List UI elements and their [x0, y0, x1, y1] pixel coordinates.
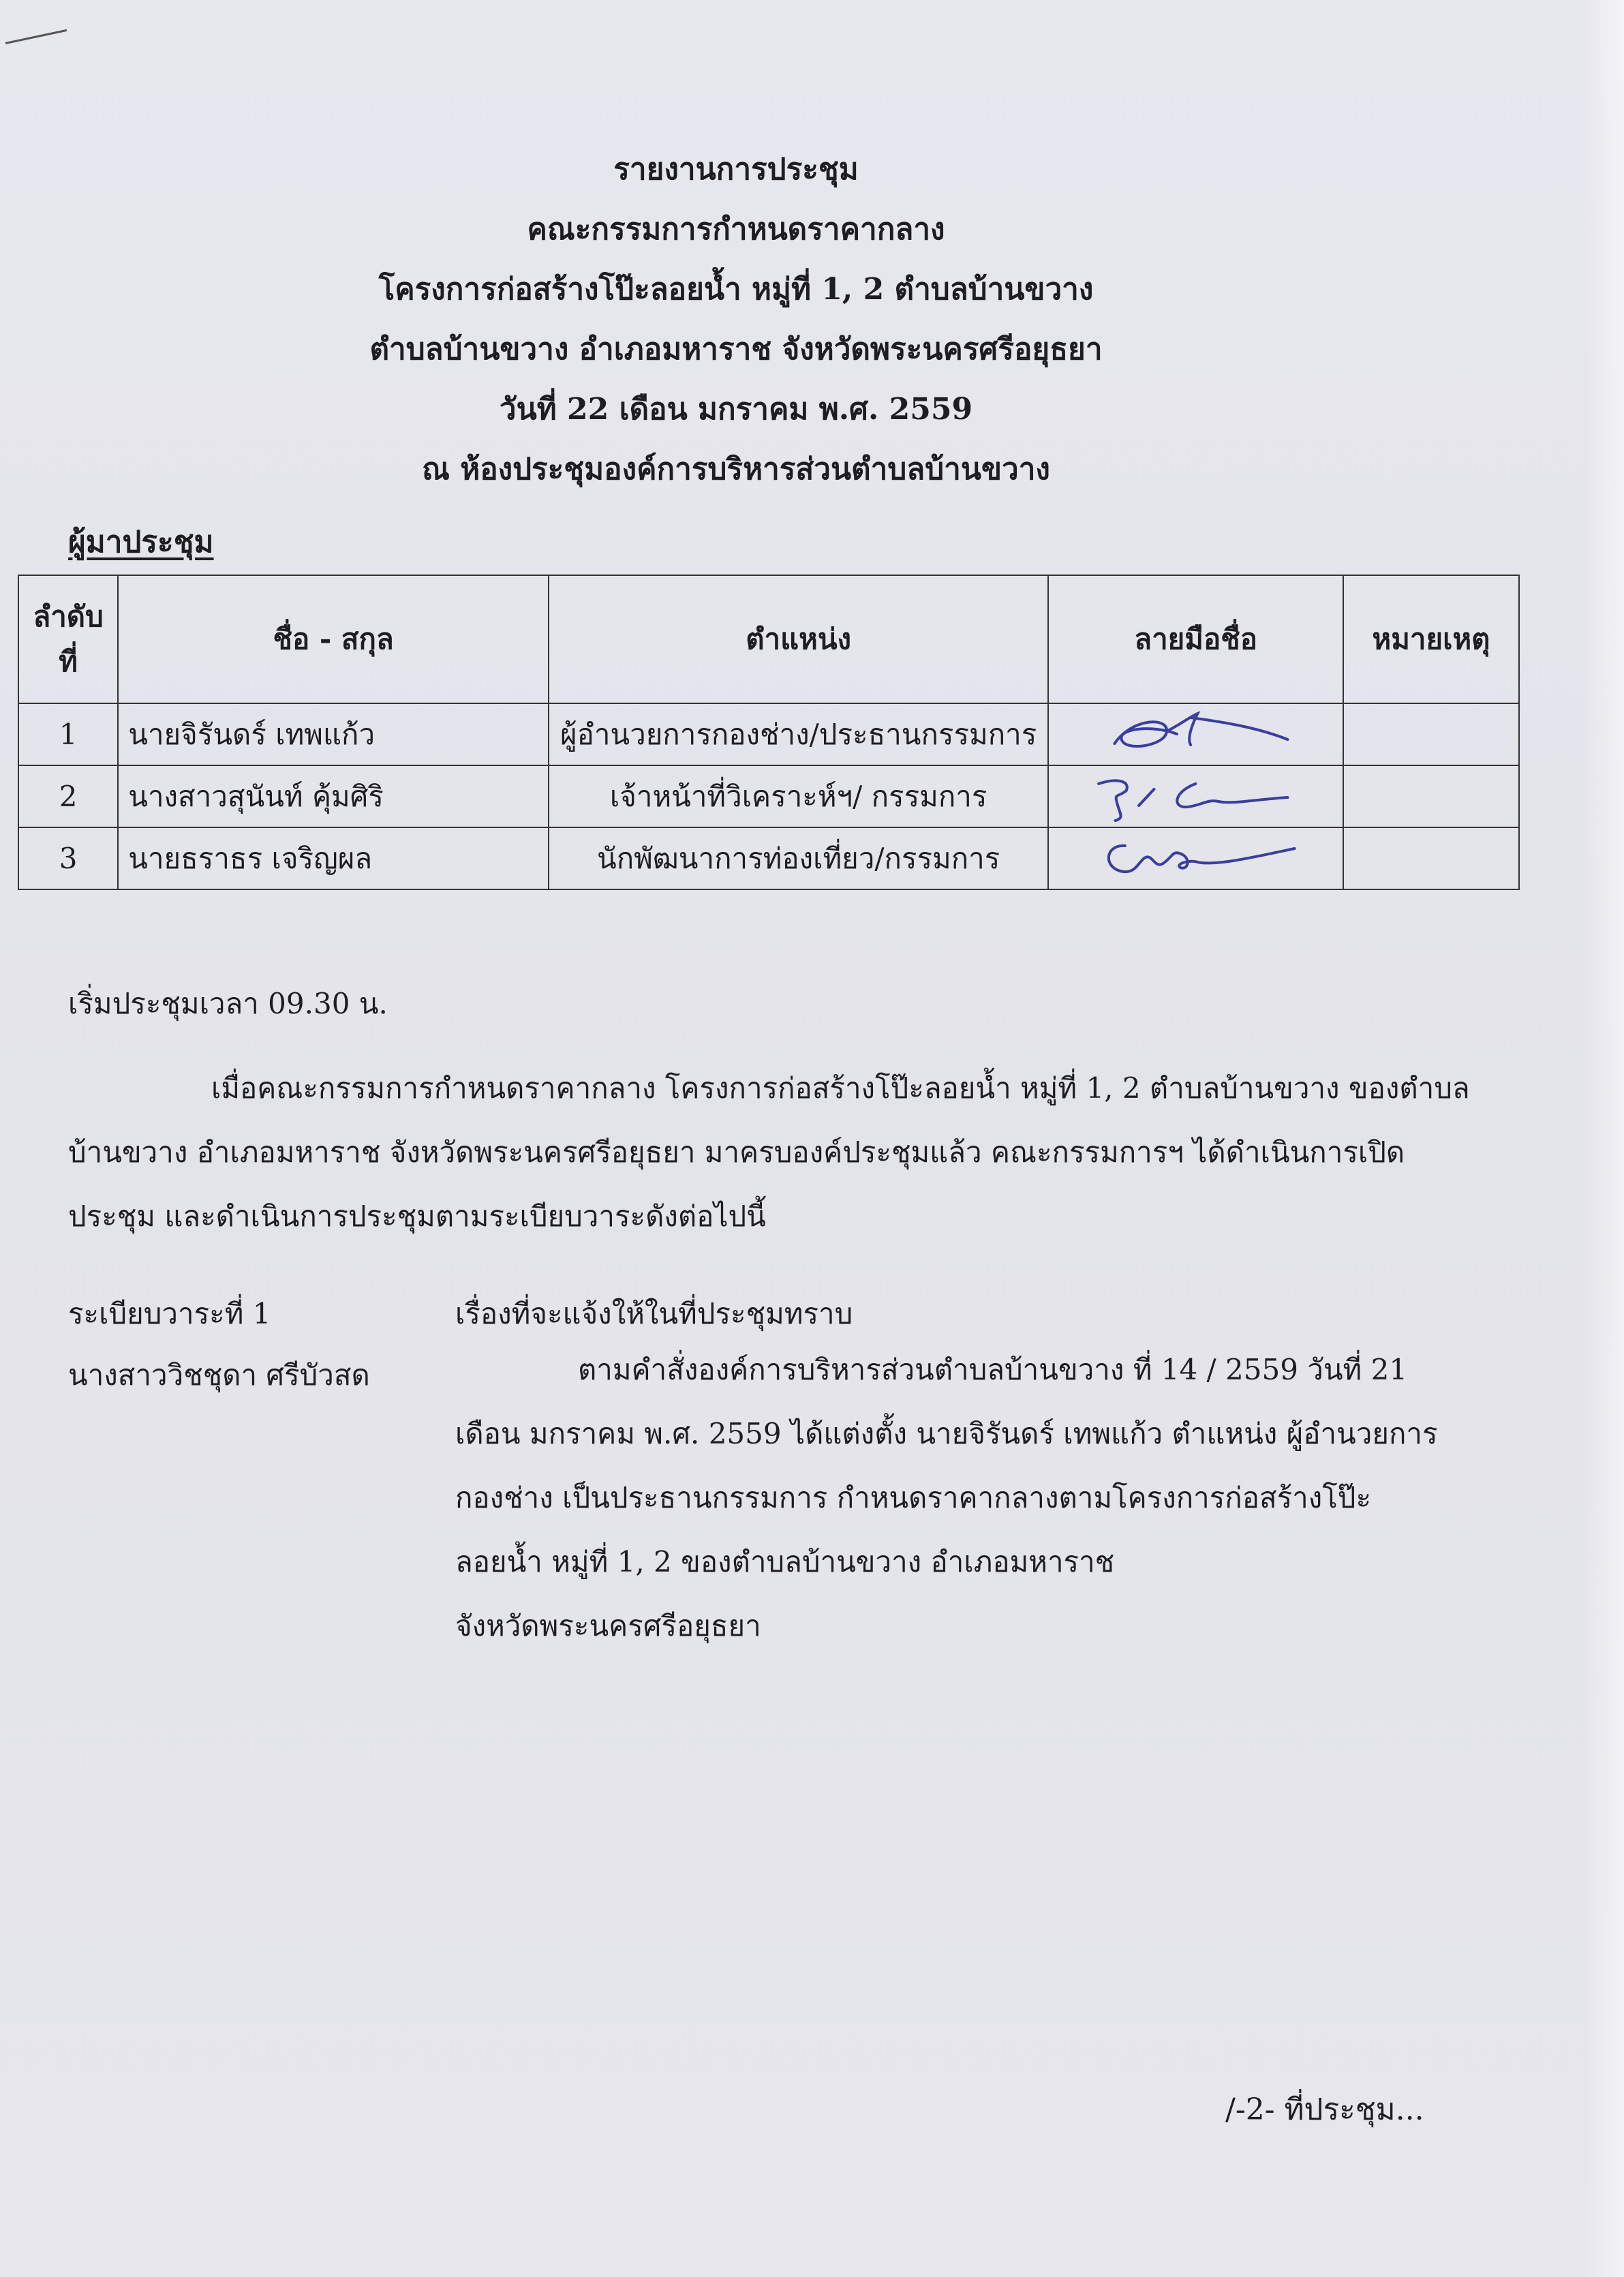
intro-line: บ้านขวาง อำเภอมหาราช จังหวัดพระนครศรีอยุธยา มาครบองค์ประชุมแล้ว คณะกรรมการฯ ได้ดำเนินการเปิด	[68, 1135, 1405, 1169]
signature-2	[1049, 766, 1343, 827]
row-position: นักพัฒนาการท่องเที่ยว/กรรมการ	[549, 827, 1048, 889]
row-position: เจ้าหน้าที่วิเคราะห์ฯ/ กรรมการ	[549, 765, 1048, 827]
header-note: หมายเหตุ	[1343, 575, 1519, 703]
table-row	[18, 827, 1519, 889]
scan-mark	[5, 29, 67, 44]
header-committee: คณะกรรมการกำหนดราคากลาง	[527, 212, 945, 247]
row-name: นายธราธร เจริญผล	[118, 827, 549, 889]
intro-line: เมื่อคณะกรรมการกำหนดราคากลาง โครงการก่อสร้างโป๊ะลอยน้ำ หมู่ที่ 1, 2 ตำบลบ้านขวาง ของตำบล	[211, 1071, 1470, 1105]
header-no: ลำดับ ที่	[18, 575, 118, 703]
intro-line: ประชุม และดำเนินการประชุมตามระเบียบวาระดังต่อไปนี้	[68, 1199, 766, 1233]
row-no: 1	[18, 703, 118, 765]
agenda-body-line: จังหวัดพระนครศรีอยุธยา	[455, 1609, 761, 1642]
row-name: นายจิรันดร์ เทพแก้ว	[118, 703, 549, 765]
row-signature	[1048, 765, 1343, 827]
table-row	[18, 765, 1519, 827]
table-row	[18, 703, 1519, 765]
row-note	[1343, 827, 1519, 889]
row-signature	[1048, 703, 1343, 765]
row-name: นางสาวสุนันท์ คุ้มศิริ	[118, 765, 549, 827]
attendees-table	[18, 575, 1520, 890]
agenda-body	[455, 1338, 1438, 1658]
row-position: ผู้อำนวยการกองช่าง/ประธานกรรมการ	[549, 703, 1048, 765]
agenda-speaker: นางสาววิชชุดา ศรีบัวสด	[68, 1358, 370, 1392]
page-edge	[1583, 0, 1624, 2277]
agenda-body-line: ลอยน้ำ หมู่ที่ 1, 2 ของตำบลบ้านขวาง อำเภอมหาราช	[455, 1545, 1115, 1578]
row-signature	[1048, 827, 1343, 889]
agenda-body-line: เดือน มกราคม พ.ศ. 2559 ได้แต่งตั้ง นายจิรันดร์ เทพแก้ว ตำแหน่ง ผู้อำนวยการ	[455, 1417, 1438, 1450]
row-no: 3	[18, 827, 118, 889]
header-position: ตำแหน่ง	[549, 575, 1048, 703]
header-date: วันที่ 22 เดือน มกราคม พ.ศ. 2559	[499, 392, 973, 427]
intro-paragraph	[68, 1056, 1470, 1249]
start-time: เริ่มประชุมเวลา 09.30 น.	[68, 987, 388, 1020]
header-location: ตำบลบ้านขวาง อำเภอมหาราช จังหวัดพระนครศรีอยุธยา	[369, 332, 1103, 367]
header-title: รายงานการประชุม	[613, 152, 859, 187]
agenda-body-line: ตามคำสั่งองค์การบริหารส่วนตำบลบ้านขวาง ที่ 14 / 2559 วันที่ 21	[578, 1353, 1408, 1386]
row-note	[1343, 765, 1519, 827]
signature-1	[1049, 704, 1343, 765]
header-signature: ลายมือชื่อ	[1048, 575, 1343, 703]
page-continuation: /-2- ที่ประชุม...	[1225, 2092, 1424, 2127]
header-venue: ณ ห้องประชุมองค์การบริหารส่วนตำบลบ้านขวาง	[422, 452, 1050, 487]
row-note	[1343, 703, 1519, 765]
header-name: ชื่อ - สกุล	[118, 575, 549, 703]
attendees-heading: ผู้มาประชุม	[68, 525, 214, 560]
agenda-label: ระเบียบวาระที่ 1	[68, 1297, 271, 1330]
header-project: โครงการก่อสร้างโป๊ะลอยน้ำ หมู่ที่ 1, 2 ตำบลบ้านขวาง	[378, 272, 1094, 307]
agenda-title: เรื่องที่จะแจ้งให้ในที่ประชุมทราบ	[455, 1297, 853, 1330]
row-no: 2	[18, 765, 118, 827]
signature-3	[1049, 828, 1343, 889]
agenda-body-line: กองช่าง เป็นประธานกรรมการ กำหนดราคากลางตามโครงการก่อสร้างโป๊ะ	[455, 1481, 1372, 1514]
table-header-row	[18, 575, 1519, 703]
document-header	[0, 140, 1472, 500]
